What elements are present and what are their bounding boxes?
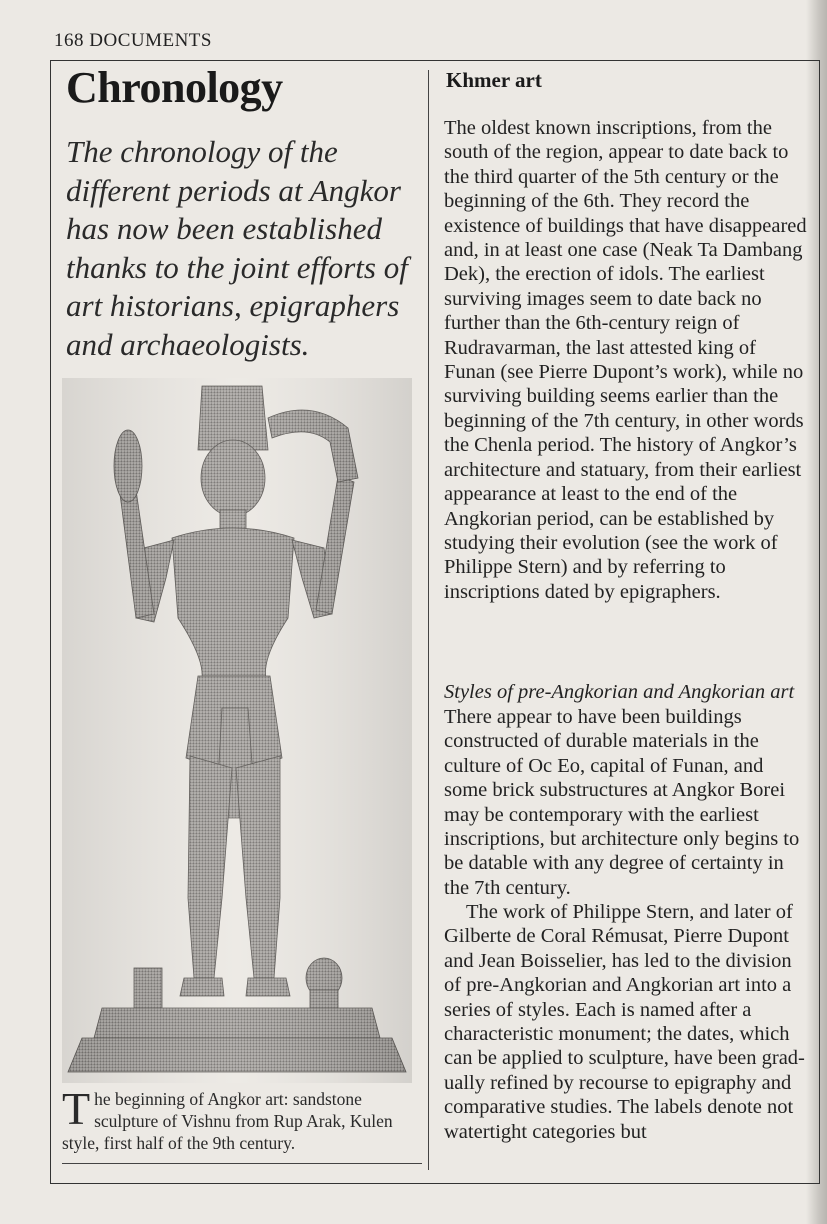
caption-drop-cap: T (62, 1083, 91, 1134)
intro-text: The chronology of the different periods at Angkor has now been established thanks to the joint efforts of art historians, epigraphers and archaeologists. (66, 134, 408, 362)
paragraph-philippe-stern: The work of Philippe Stern, and later of Gilberte de Coral Rémusat, Pierre Dupont and Jean Boisselier, has led to the division of pre-Angkorian and Angkorian art into a series of styles. Each is named after a characteristic monument; the dates, which can be applied to sculpture, have been grad-ually refined by recourse to epigraphy and comparative studies. The labels denote not watertight categories but (444, 901, 805, 1143)
column-divider (428, 70, 429, 1170)
chronology-title: Chronology (66, 63, 283, 112)
caption-rule (62, 1163, 422, 1164)
styles-subheading: Styles of pre-Angkorian and Angkorian art (444, 681, 795, 703)
paragraph-durable-buildings: There appear to have been buildings constructed of durable materials in the culture of Oc Eo, capital of Funan, and some brick substructures at Angkor Borei may be contemporary with the earliest inscriptions, but architecture only begins to be datable with any degree of certainty in the 7th century. (444, 706, 800, 899)
running-head: 168 DOCUMENTS (54, 30, 212, 51)
caption-text: he beginning of Angkor art: sandstone sculpture of Vishnu from Rup Arak, Kulen style, first half of the 9th century. (62, 1089, 393, 1153)
vishnu-statue-image (62, 378, 412, 1083)
image-caption (62, 1083, 422, 1154)
khmer-art-heading: Khmer art (446, 68, 542, 92)
paragraph-oldest-inscriptions: The oldest known inscriptions, from the south of the region, appear to date back to the third quarter of the 5th century or the beginning of the 6th. They record the existence of buildings that have disappeared and, in at least one case (Neak Ta Dambang Dek), the erection of idols. The earliest surviving images seem to date back no further than the 6th-century reign of Rudravarman, the last attested king of Funan (see Pierre Dupont’s work), while no surviving building seems earlier than the beginning of the 7th century, in other words the Chenla period. The history of Angkor’s architecture and statuary, from their earliest appearance at least to the end of the Angkorian period, can be established by studying their evolution (see the work of Philippe Stern) and by referring to inscriptions dated by epigraphers. (444, 117, 807, 603)
